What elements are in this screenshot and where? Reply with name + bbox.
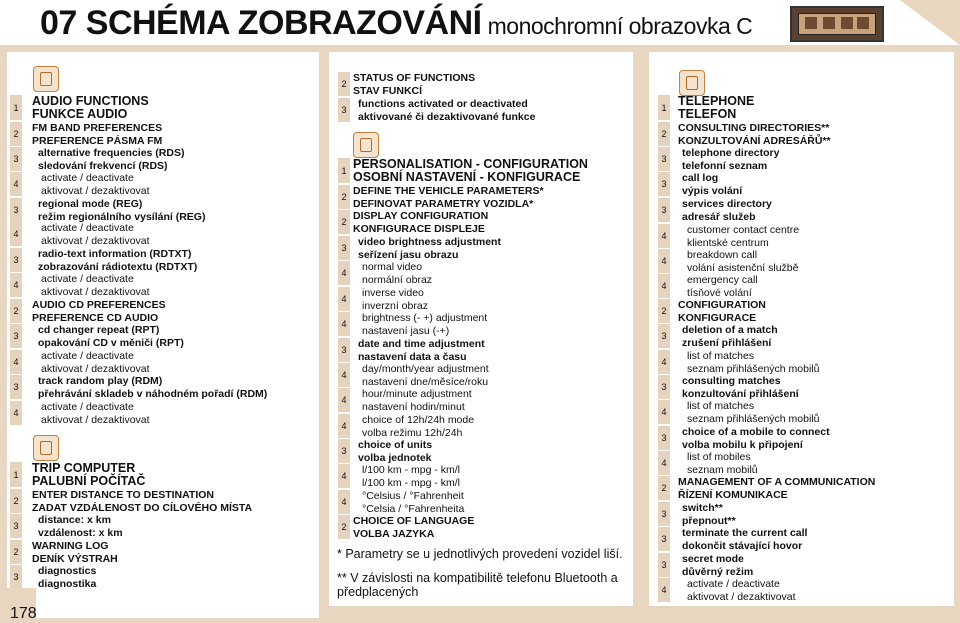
menu-item-english: PERSONALISATION - CONFIGURATION xyxy=(353,157,588,171)
menu-item-level-4 xyxy=(687,224,799,250)
menu-item-english: alternative frequencies (RDS) xyxy=(38,147,185,159)
level-number-badge: 4 xyxy=(338,312,350,336)
menu-item-english: CHOICE OF LANGUAGE xyxy=(353,515,475,527)
menu-item-english: breakdown call xyxy=(687,249,758,261)
personalisation-icon xyxy=(353,132,379,158)
level-number-badge: 4 xyxy=(338,414,350,438)
menu-item-czech: volba jednotek xyxy=(358,452,432,464)
level-number-badge: 2 xyxy=(10,299,22,323)
menu-item-english: DISPLAY CONFIGURATION xyxy=(353,210,489,222)
level-number-badge: 4 xyxy=(338,490,350,514)
title-subtitle: monochromní obrazovka C xyxy=(487,13,753,39)
level-number-badge: 4 xyxy=(10,350,22,374)
menu-item-czech: aktivovat / dezaktivovat xyxy=(41,286,150,298)
menu-item-czech: inverzní obraz xyxy=(362,300,428,312)
menu-item-english: °Celsius / °Fahrenheit xyxy=(362,490,464,502)
menu-item-english: switch** xyxy=(682,502,723,514)
menu-item-czech: volba režimu 12h/24h xyxy=(362,427,463,439)
level-number-badge: 3 xyxy=(338,338,350,362)
level-number-badge: 3 xyxy=(10,198,22,222)
menu-item-czech: klientské centrum xyxy=(687,237,769,249)
menu-item-czech: aktivované či dezaktivované funkce xyxy=(358,111,536,123)
menu-item-czech: opakování CD v měniči (RPT) xyxy=(38,337,184,349)
trip-computer-icon xyxy=(33,435,59,461)
menu-item-czech: konzultování přihlášení xyxy=(682,388,799,400)
level-number-badge: 4 xyxy=(338,287,350,311)
menu-item-level-3 xyxy=(38,147,184,173)
level-number-badge: 3 xyxy=(658,147,670,171)
menu-item-english: track random play (RDM) xyxy=(38,375,163,387)
menu-item-czech: zobrazování rádiotextu (RDTXT) xyxy=(38,261,198,273)
menu-item-english: activate / deactivate xyxy=(41,273,134,285)
level-number-badge: 3 xyxy=(658,527,670,551)
level-number-badge: 1 xyxy=(10,95,22,120)
menu-item-level-3 xyxy=(38,514,123,540)
menu-item-level-4 xyxy=(362,312,487,338)
menu-item-czech: seřízení jasu obrazu xyxy=(358,249,459,261)
menu-item-czech: adresář služeb xyxy=(682,211,756,223)
menu-item-english: hour/minute adjustment xyxy=(362,388,472,400)
menu-item-english: choice of 12h/24h mode xyxy=(362,414,475,426)
level-number-badge: 2 xyxy=(338,210,350,234)
menu-item-english: emergency call xyxy=(687,274,758,286)
menu-item-czech: seznam mobilů xyxy=(687,464,758,476)
menu-item-czech: režim regionálního vysílání (REG) xyxy=(38,211,206,223)
menu-item-level-3 xyxy=(682,147,779,173)
level-number-badge: 4 xyxy=(658,350,670,374)
level-number-badge: 3 xyxy=(338,98,350,122)
menu-item-level-3 xyxy=(682,198,772,224)
menu-item-czech: DENÍK VÝSTRAH xyxy=(32,553,118,565)
menu-item-english: ENTER DISTANCE TO DESTINATION xyxy=(32,489,215,501)
level-number-badge: 4 xyxy=(338,464,350,488)
menu-item-english: CONSULTING DIRECTORIES** xyxy=(678,122,830,134)
menu-item-english: activate / deactivate xyxy=(41,350,134,362)
menu-item-english: deletion of a match xyxy=(682,324,778,336)
level-number-badge: 3 xyxy=(10,324,22,348)
menu-item-level-4 xyxy=(687,274,758,300)
menu-item-english: activate / deactivate xyxy=(41,172,134,184)
menu-item-czech: TELEFON xyxy=(678,107,737,121)
audio-functions-icon xyxy=(33,66,59,92)
menu-item-english: cd changer repeat (RPT) xyxy=(38,324,160,336)
menu-item-czech: aktivovat / dezaktivovat xyxy=(41,363,150,375)
menu-item-english: telephone directory xyxy=(682,147,780,159)
level-number-badge: 4 xyxy=(338,363,350,387)
menu-item-czech: DEFINOVAT PARAMETRY VOZIDLA* xyxy=(353,198,534,210)
menu-item-level-4 xyxy=(41,222,150,248)
level-number-badge: 4 xyxy=(10,401,22,425)
menu-item-level-2 xyxy=(678,122,831,148)
menu-item-level-2 xyxy=(353,72,475,98)
menu-item-english: FM BAND PREFERENCES xyxy=(32,122,163,134)
level-number-badge: 2 xyxy=(338,72,350,96)
menu-item-czech: přehrávání skladeb v náhodném pořadí (RDM) xyxy=(38,388,268,400)
menu-item-level-3 xyxy=(682,502,736,528)
level-number-badge: 2 xyxy=(10,122,22,146)
menu-item-level-3 xyxy=(358,236,501,262)
level-number-badge: 3 xyxy=(10,375,22,399)
menu-item-english: radio-text information (RDTXT) xyxy=(38,248,192,260)
menu-item-level-3 xyxy=(682,172,742,198)
menu-item-czech: telefonní seznam xyxy=(682,160,768,172)
level-number-badge: 3 xyxy=(658,502,670,526)
menu-item-level-1 xyxy=(678,95,754,121)
menu-item-level-3 xyxy=(682,324,778,350)
menu-item-level-2 xyxy=(32,299,166,325)
menu-item-english: activate / deactivate xyxy=(687,578,780,590)
menu-item-czech: volba mobilu k připojení xyxy=(682,439,803,451)
telephone-icon xyxy=(679,70,705,96)
level-number-badge: 3 xyxy=(658,553,670,577)
menu-item-czech: OSOBNÍ NASTAVENÍ - KONFIGURACE xyxy=(353,170,581,184)
menu-item-level-2 xyxy=(353,185,544,211)
menu-item-english: diagnostics xyxy=(38,565,97,577)
level-number-badge: 3 xyxy=(658,172,670,196)
menu-item-level-3 xyxy=(38,198,205,224)
menu-item-level-4 xyxy=(362,261,432,287)
menu-item-level-2 xyxy=(678,476,875,502)
menu-item-czech: KONZULTOVÁNÍ ADRESÁŘŮ** xyxy=(678,135,831,147)
menu-item-english: normal video xyxy=(362,261,423,273)
menu-item-english: consulting matches xyxy=(682,375,781,387)
level-number-badge: 3 xyxy=(658,324,670,348)
menu-item-level-3 xyxy=(38,324,184,350)
menu-item-level-4 xyxy=(687,578,796,604)
menu-item-english: STATUS OF FUNCTIONS xyxy=(353,72,476,84)
menu-item-czech: normální obraz xyxy=(362,274,433,286)
menu-item-english: call log xyxy=(682,172,719,184)
level-number-badge: 3 xyxy=(10,248,22,272)
middle-menu-panel xyxy=(329,52,633,546)
menu-item-english: list of mobiles xyxy=(687,451,751,463)
level-number-badge: 4 xyxy=(658,249,670,273)
level-number-badge: 4 xyxy=(338,388,350,412)
menu-item-czech: přepnout** xyxy=(682,515,736,527)
page-title xyxy=(40,4,752,43)
menu-item-level-4 xyxy=(687,400,819,426)
menu-item-english: regional mode (REG) xyxy=(38,198,143,210)
menu-item-level-4 xyxy=(362,490,464,516)
level-number-badge: 3 xyxy=(338,236,350,260)
menu-item-czech: ZADAT VZDÁLENOST DO CÍLOVÉHO MÍSTA xyxy=(32,502,253,514)
menu-item-english: MANAGEMENT OF A COMMUNICATION xyxy=(678,476,876,488)
level-number-badge: 3 xyxy=(658,198,670,222)
level-number-badge: 4 xyxy=(658,400,670,424)
menu-item-czech: tísňové volání xyxy=(687,287,752,299)
menu-item-level-3 xyxy=(358,338,485,364)
level-number-badge: 3 xyxy=(658,426,670,450)
menu-item-level-1 xyxy=(32,462,145,488)
menu-item-english: services directory xyxy=(682,198,772,210)
menu-item-english: AUDIO CD PREFERENCES xyxy=(32,299,166,311)
level-number-badge: 2 xyxy=(658,122,670,146)
level-number-badge: 2 xyxy=(658,299,670,323)
menu-item-czech: l/100 km - mpg - km/l xyxy=(362,477,461,489)
menu-item-czech: KONFIGURACE xyxy=(678,312,757,324)
level-number-badge: 4 xyxy=(338,261,350,285)
menu-item-czech: aktivovat / dezaktivovat xyxy=(687,591,796,603)
menu-item-english: list of matches xyxy=(687,350,755,362)
menu-item-czech: KONFIGURACE DISPLEJE xyxy=(353,223,485,235)
menu-item-czech: důvěrný režim xyxy=(682,566,754,578)
menu-item-level-2 xyxy=(678,299,766,325)
level-number-badge: 4 xyxy=(10,172,22,196)
level-number-badge: 2 xyxy=(658,476,670,500)
menu-item-english: choice of a mobile to connect xyxy=(682,426,830,438)
menu-item-english: secret mode xyxy=(682,553,744,565)
menu-item-level-3 xyxy=(38,565,96,591)
menu-item-english: video brightness adjustment xyxy=(358,236,501,248)
menu-item-czech: zrušení přihlášení xyxy=(682,337,772,349)
level-number-badge: 3 xyxy=(10,565,22,589)
menu-item-english: TELEPHONE xyxy=(678,94,755,108)
menu-item-level-4 xyxy=(362,388,472,414)
menu-item-level-3 xyxy=(358,439,432,465)
menu-item-czech: dokončit stávající hovor xyxy=(682,540,803,552)
level-number-badge: 3 xyxy=(10,514,22,538)
menu-item-level-2 xyxy=(32,122,162,148)
menu-item-czech: volání asistenční službě xyxy=(687,262,799,274)
menu-item-english: choice of units xyxy=(358,439,433,451)
menu-item-czech: ŘÍZENÍ KOMUNIKACE xyxy=(678,489,788,501)
level-number-badge: 2 xyxy=(338,515,350,539)
menu-item-czech: FUNKCE AUDIO xyxy=(32,107,128,121)
menu-item-level-4 xyxy=(41,401,150,427)
menu-item-czech: seznam přihlášených mobilů xyxy=(687,363,820,375)
menu-item-czech: diagnostika xyxy=(38,578,97,590)
menu-item-czech: sledování frekvencí (RDS) xyxy=(38,160,168,172)
menu-item-level-4 xyxy=(41,172,150,198)
menu-item-czech: nastavení jasu (-+) xyxy=(362,325,450,337)
menu-item-level-2 xyxy=(32,540,118,566)
level-number-badge: 2 xyxy=(10,489,22,513)
menu-item-czech: VOLBA JAZYKA xyxy=(353,528,435,540)
level-number-badge: 1 xyxy=(10,462,22,487)
menu-item-czech: aktivovat / dezaktivovat xyxy=(41,414,150,426)
level-number-badge: 2 xyxy=(10,540,22,564)
menu-item-english: inverse video xyxy=(362,287,424,299)
menu-item-level-2 xyxy=(353,515,474,541)
level-number-badge: 1 xyxy=(338,158,350,183)
level-number-badge: 4 xyxy=(658,274,670,298)
menu-item-english: list of matches xyxy=(687,400,755,412)
menu-item-czech: aktivovat / dezaktivovat xyxy=(41,185,150,197)
menu-item-english: CONFIGURATION xyxy=(678,299,766,311)
menu-item-english: terminate the current call xyxy=(682,527,808,539)
menu-item-czech: výpis volání xyxy=(682,185,743,197)
menu-item-english: AUDIO FUNCTIONS xyxy=(32,94,149,108)
menu-item-level-2 xyxy=(32,489,252,515)
page-number: 178 xyxy=(0,588,36,623)
monochrome-screen-icon xyxy=(790,6,884,42)
menu-item-czech: STAV FUNKCÍ xyxy=(353,85,423,97)
menu-item-english: WARNING LOG xyxy=(32,540,109,552)
level-number-badge: 4 xyxy=(10,222,22,246)
menu-item-english: day/month/year adjustment xyxy=(362,363,489,375)
menu-item-level-4 xyxy=(362,464,460,490)
menu-item-level-3 xyxy=(38,375,267,401)
menu-item-czech: nastavení hodin/minut xyxy=(362,401,465,413)
menu-item-level-3 xyxy=(682,375,799,401)
menu-item-english: activate / deactivate xyxy=(41,222,134,234)
menu-item-level-3 xyxy=(38,248,197,274)
menu-item-english: activate / deactivate xyxy=(41,401,134,413)
right-menu-panel xyxy=(649,52,954,606)
left-menu-panel xyxy=(7,52,319,618)
menu-item-level-1 xyxy=(353,158,588,184)
level-number-badge: 4 xyxy=(658,451,670,475)
level-number-badge: 4 xyxy=(658,578,670,602)
menu-item-level-4 xyxy=(687,249,798,275)
footnote-bluetooth: ** V závislosti na kompatibilitě telefonu Bluetooth a předplacených xyxy=(329,568,633,606)
menu-item-czech: seznam přihlášených mobilů xyxy=(687,413,820,425)
menu-item-english: distance: x km xyxy=(38,514,111,526)
menu-item-czech: nastavení dne/měsíce/roku xyxy=(362,376,489,388)
level-number-badge: 3 xyxy=(658,375,670,399)
menu-item-level-2 xyxy=(353,210,488,236)
menu-item-czech: PREFERENCE PÁSMA FM xyxy=(32,135,163,147)
menu-item-english: brightness (- +) adjustment xyxy=(362,312,488,324)
menu-item-czech: vzdálenost: x km xyxy=(38,527,123,539)
menu-item-czech: °Celsia / °Fahrenheita xyxy=(362,503,465,515)
level-number-badge: 1 xyxy=(658,95,670,120)
level-number-badge: 4 xyxy=(10,273,22,297)
menu-item-level-4 xyxy=(41,273,150,299)
menu-item-czech: PALUBNÍ POČÍTAČ xyxy=(32,474,146,488)
menu-item-english: l/100 km - mpg - km/l xyxy=(362,464,461,476)
level-number-badge: 3 xyxy=(338,439,350,463)
menu-item-czech: PREFERENCE CD AUDIO xyxy=(32,312,159,324)
title-main: 07 SCHÉMA ZOBRAZOVÁNÍ xyxy=(40,4,482,42)
level-number-badge: 3 xyxy=(10,147,22,171)
menu-item-english: DEFINE THE VEHICLE PARAMETERS* xyxy=(353,185,544,197)
menu-item-czech: aktivovat / dezaktivovat xyxy=(41,235,150,247)
menu-item-english: date and time adjustment xyxy=(358,338,485,350)
level-number-badge: 4 xyxy=(658,224,670,248)
menu-item-czech: nastavení data a času xyxy=(358,351,467,363)
level-number-badge: 2 xyxy=(338,185,350,209)
menu-item-english: TRIP COMPUTER xyxy=(32,461,136,475)
menu-item-level-1 xyxy=(32,95,149,121)
menu-item-level-4 xyxy=(687,451,758,477)
menu-item-level-3 xyxy=(682,553,753,579)
menu-item-english: functions activated or deactivated xyxy=(358,98,528,110)
page-header xyxy=(0,0,960,45)
menu-item-level-4 xyxy=(362,287,428,313)
menu-item-level-4 xyxy=(41,350,150,376)
menu-item-level-3 xyxy=(682,426,830,452)
menu-item-level-3 xyxy=(358,98,535,124)
menu-item-level-4 xyxy=(362,363,489,389)
footnote-vehicle-parameters: * Parametry se u jednotlivých provedení vozidel liší. xyxy=(329,544,633,568)
menu-item-level-4 xyxy=(362,414,474,440)
menu-item-english: customer contact centre xyxy=(687,224,800,236)
menu-item-level-4 xyxy=(687,350,819,376)
menu-item-level-3 xyxy=(682,527,807,553)
